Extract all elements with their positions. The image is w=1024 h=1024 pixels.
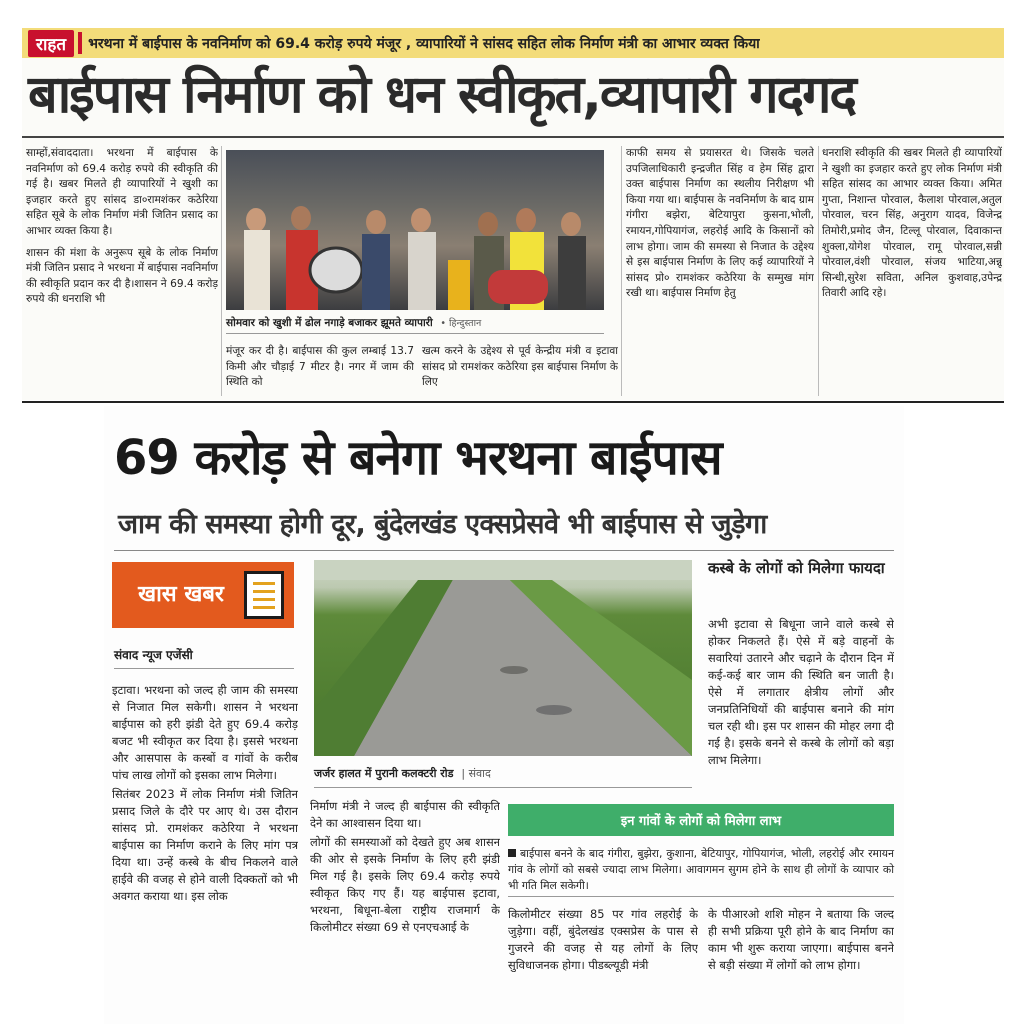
- villages-box: [508, 846, 894, 894]
- article-column-1: [112, 682, 298, 1018]
- traders-celebration-photo: [226, 150, 604, 310]
- sidebar-text: [708, 616, 894, 806]
- clipping-top: [22, 28, 1004, 400]
- paragraph: साम्हों,संवाददाता। भरथना में बाईपास के नवनिर्माण को 69.4 करोड़ रुपये की स्वीकृति की गई है। खबर मिलते ही व्यापारियों ने खुशी का इजहार करते हुए सांसद डा०रामशंकर कठेरिया सहित सूबे के लोक निर्माण मंत्री जितिन प्रसाद का आभार व्यक्त किया है।: [26, 147, 218, 237]
- article-column-1: [26, 146, 218, 396]
- box-rule: [508, 896, 894, 897]
- paragraph: शासन की मंशा के अनुरूप सूबे के लोक निर्माण मंत्री जितिन प्रसाद ने भरथना में बाईपास नवनिर्माण की स्वीकृति प्रदान कर दी है।शासन ने 69.4 करोड़ रुपये की धनराशि भी: [26, 246, 218, 306]
- paragraph: काफी समय से प्रयासरत थे। जिसके चलते उपजिलाधिकारी इन्द्रजीत सिंह व हेम सिंह द्वारा उक्त बाईपास निर्माण का स्थलीय निरीक्षण भी किया गया था। बाईपास के नवनिर्माण के बाद ग्राम गंगीरा बझेरा, बेटियापुरा कुसना,भोली, रमायन,गोपियागंज, लहरोई आदि के किसानों को लाभ होगा। जाम की समस्या से निजात के उद्देश्य से इस बाईपास निर्माण के लिए कई व्यापारियों ने सांसद प्रो० रामशंकर कठेरिया के सम्मुख मांग रखी था। बाईपास निर्माण हेतु: [626, 147, 814, 300]
- paragraph: किलोमीटर संख्या 85 पर गांव लहरोई के जुड़ेगा। वहीं, बुंदेलखंड एक्सप्रेस के पास से गुजरने की वजह से यह लोगों के लिए सुविधाजनक होगा। पीडब्ल्यूडी मंत्री: [508, 907, 698, 972]
- villages-heading: इन गांवों के लोगों को मिलेगा लाभ: [508, 804, 894, 836]
- newspaper-icon: [244, 571, 284, 619]
- caption-text: सोमवार को खुशी में ढोल नगाड़े बजाकर झूमते व्यापारी: [226, 317, 433, 329]
- paragraph: मंजूर कर दी है। बाईपास की कुल लम्बाई 13.7 किमी और चौड़ाई 7 मीटर है। नगर में जाम की स्थिति को: [226, 345, 414, 389]
- paragraph: खत्म करने के उद्देश्य से पूर्व केन्द्रीय मंत्री व इटावा सांसद प्रो रामशंकर कठेरिया इस बाईपास निर्माण के लिए: [422, 345, 618, 389]
- article-column-4: [822, 146, 1002, 396]
- tag-divider: [78, 32, 82, 54]
- article-column-2a: [226, 344, 414, 400]
- headline-top: बाईपास निर्माण को धन स्वीकृत,व्यापारी गदगद: [28, 65, 855, 125]
- road-illustration: [314, 560, 692, 756]
- photo-caption: [314, 764, 692, 788]
- headline-rule: [114, 550, 894, 551]
- article-column-2b: [422, 344, 618, 400]
- subheadline: जाम की समस्या होगी दूर, बुंदेलखंड एक्सप्रेसवे भी बाईपास से जुड़ेगा: [118, 509, 767, 540]
- section-tag: राहत: [28, 30, 74, 57]
- paragraph: के पीआरओ शशि मोहन ने बताया कि जल्द ही सभी प्रक्रिया पूरी होने के बाद निर्माण का काम भी शुरू कराया जाएगा। बाईपास बनने से बड़ी संख्या में लोगों को लाभ होगा।: [708, 907, 894, 972]
- article-column-3: [508, 906, 698, 1018]
- crowd-illustration: [226, 200, 604, 310]
- column-divider: [221, 146, 222, 396]
- article-column-3: [626, 146, 814, 396]
- bullet-icon: [508, 849, 516, 857]
- paragraph: सितंबर 2023 में लोक निर्माण मंत्री जितिन प्रसाद जिले के दौरे पर आए थे। उस दौरान सांसद प्रो. रामशंकर कठेरिया ने भरथना बाईपास का निर्माण कराने के लिए मांग पत्र दिया था। उन्हें कस्बे के बीच निकलने वाले हाईवे की वजह से होने वाली दिक्कतों को भी अवगत कराया था। इस लोक: [112, 787, 298, 903]
- badge-label: खास खबर: [138, 582, 224, 607]
- headline-bottom: 69 करोड़ से बनेगा भरथना बाईपास: [114, 430, 722, 486]
- column-divider: [818, 146, 819, 396]
- sidebar-heading: कस्बे के लोगों को मिलेगा फायदा: [708, 559, 885, 577]
- caption-text: जर्जर हालत में पुरानी कलक्टरी रोड: [314, 767, 454, 780]
- byline-rule: [114, 668, 294, 669]
- paragraph: लोगों की समस्याओं को देखते हुए अब शासन की ओर से इसके निर्माण के लिए हरी झंडी मिल गई है। इसके लिए 69.4 करोड़ रुपये स्वीकृत किए गए हैं। यह बाईपास इटावा, भरथना, बिधूना-बेला राष्ट्रीय राजमार्ग के किलोमीटर संख्या 69 से एनएचआई के: [310, 835, 500, 934]
- clipping-bottom: [104, 406, 904, 1024]
- paragraph: निर्माण मंत्री ने जल्द ही बाईपास की स्वीकृति देने का आश्वासन दिया था।: [310, 799, 500, 830]
- strap-text: भरथना में बाईपास के नवनिर्माण को 69.4 करोड़ रुपये मंजूर , व्यापारियों ने सांसद सहित लोक निर्माण मंत्री का आभार व्यक्त किया: [88, 35, 760, 52]
- villages-text: बाईपास बनने के बाद गंगीरा, बुझेरा, कुशाना, बेटियापुर, गोपियागंज, भोली, लहरोई और रमायन गांव के लोगों को सबसे ज्यादा लाभ मिलेगा। आवागमन सुगम होने के साथ ही लोगों के व्यापार को भी गति मिल सकेगी।: [508, 847, 894, 892]
- paragraph: धनराशि स्वीकृति की खबर मिलते ही व्यापारियों ने खुशी का इजहार करते हुए लोक निर्माण मंत्री सहित सांसद का आभार व्यक्त किया। अमित गुप्ता, निशान्त पोरवाल, कैलाश पोरवाल,अतुल पोरवाल, चरन सिंह, अनुराग यादव, विजेन्द्र तिमोरी,प्रमोद जैन, टिल्लू पोरवाल, दिवाकान्त शुक्ला,योगेश पोरवाल, रामू पोरवाल,सन्नी पोरवाल,वंशी पोरवाल, संजय भाटिया,अन्नू सिन्धी,सुरेश सविता, अनिल कुशवाह,उपेन्द्र तिवारी आदि रहे।: [822, 147, 1002, 300]
- paragraph: इटावा। भरथना को जल्द ही जाम की समस्या से निजात मिल सकेगी। शासन ने भरथना बाईपास को हरी झंडी देते हुए 69.4 करोड़ बजट भी स्वीकृत कर दिया है। इससे भरथना और आसपास के कस्बों व गांवों के करीब पांच लाख लोगों को इसका लाभ मिलेगा।: [112, 683, 298, 782]
- article-column-4: [708, 906, 894, 1018]
- photo-credit: • हिन्दुस्तान: [440, 318, 482, 329]
- photo-credit: | संवाद: [461, 767, 491, 780]
- article-column-2: [310, 798, 500, 1018]
- agency-byline: संवाद न्यूज एजेंसी: [114, 648, 193, 662]
- photo-caption: [226, 316, 604, 334]
- headline-rule: [22, 136, 1004, 138]
- clipping-divider: [22, 401, 1004, 403]
- paragraph: अभी इटावा से बिधूना जाने वाले कस्बे से होकर निकलते हैं। ऐसे में बड़े वाहनों के सवारियां उतारने और चढ़ाने के दौरान दिन में कई-कई बार जाम की स्थिति बन जाती है। ऐसे में लगातार क्षेत्रीय लोगों और जनप्रतिनिधियों की बाईपास बनाने की मांग चल रही थी। इस पर शासन की मोहर लगा दी गई है। इसके बनने से कस्बे के लोगों को बड़ा लाभ मिलेगा।: [708, 617, 894, 767]
- khas-khabar-badge: [112, 562, 294, 628]
- road-photo: [314, 560, 692, 756]
- column-divider: [621, 146, 622, 396]
- strap-banner: [22, 28, 1004, 58]
